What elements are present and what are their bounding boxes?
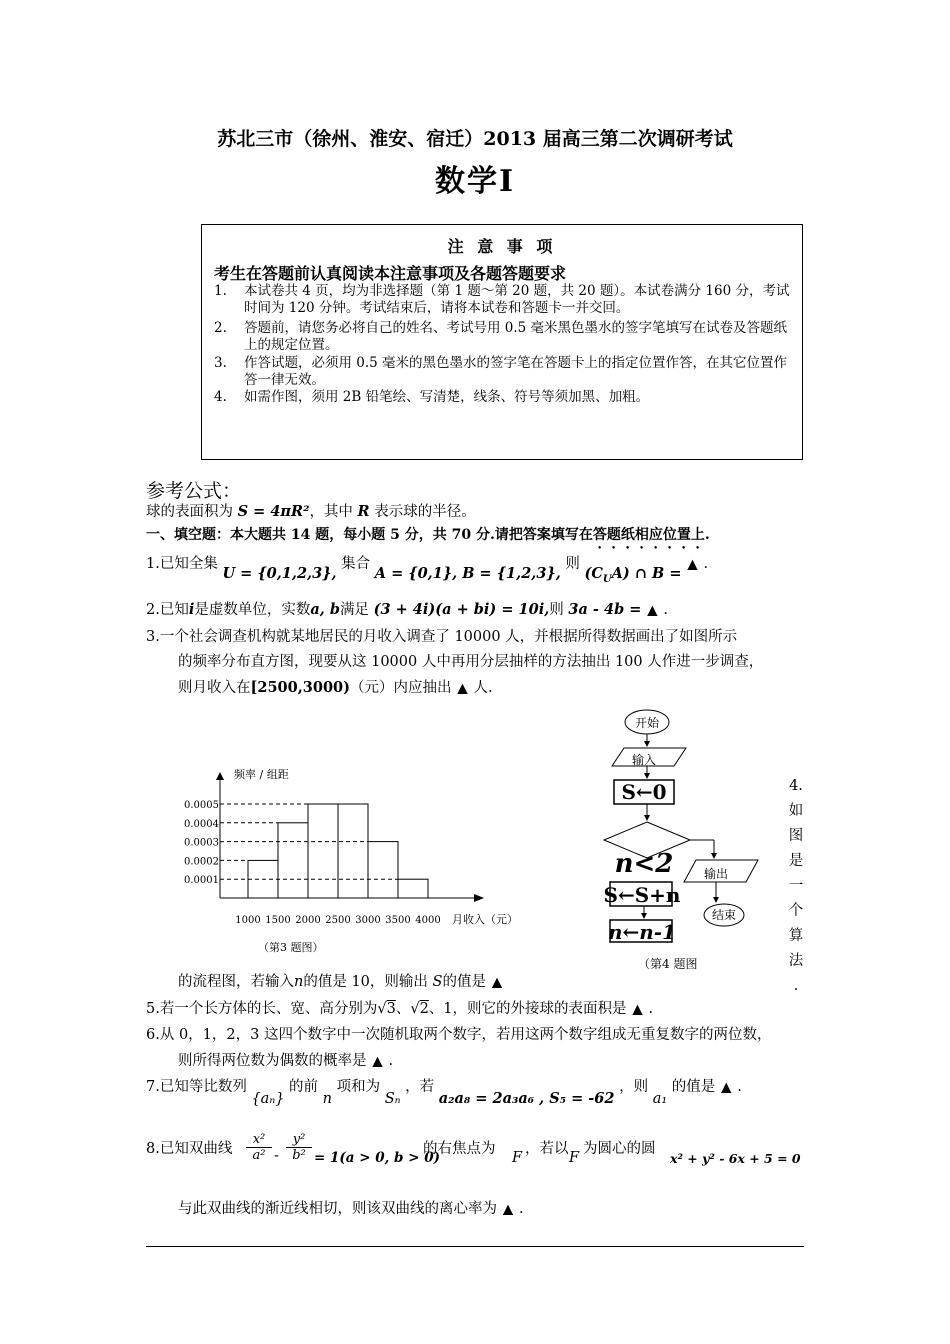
formula-var: R [357,503,370,520]
formula-text: ，其中 [309,504,353,520]
q7-end: . [737,1079,742,1095]
histogram [178,762,538,962]
q8-minus: - [274,1148,279,1164]
question-3-line: 的频率分布直方图，现要从这 10000 人中再用分层抽样的方法抽出 100 人作进一步调查， [178,654,764,670]
q1-sets: A = {0,1}, B = {1,2,3}, [374,565,561,582]
q5-end: . [648,1001,654,1017]
histogram-xtick: 4000 [415,915,441,926]
answer-mark: ▲ [632,1002,643,1017]
answer-mark: ▲ [491,975,502,990]
section-label: 一、填空题：本大题共 14 题，每小题 5 分，共 70 分.请把答案填写在 [146,527,593,543]
q2-text: 满足 [340,602,369,618]
histogram-xtick: 2500 [325,915,351,926]
q1-universal-set: U = {0,1,2,3}, [222,565,337,582]
q4-text: 的值是 [442,974,486,990]
q2-i: i [188,601,195,618]
q2-text: 2.已知 [146,602,189,618]
q1-text: 1.已知全集 [146,556,218,572]
formula-text: 表示球的半径。 [374,504,476,520]
notice-item-number: 3. [214,355,227,371]
q7-text: 的前 [289,1079,319,1095]
q7-text: ，则 [619,1079,649,1095]
q8-F2: F [569,1150,580,1166]
q8-end: . [519,1201,524,1217]
q1-complement-sub: U [602,573,612,585]
answer-mark: ▲ [457,681,468,696]
q8-text-b: 的右焦点为 [423,1141,496,1157]
notice-heading: 注 意 事 项 [447,237,557,256]
q7-a1: a₁ [652,1091,668,1107]
y-axis-arrow [216,772,224,780]
q2-equation: (3 + 4i)(a + bi) = 10i, [373,601,550,618]
q4-side-char: 一 [788,878,804,894]
q3-text: （元）内应抽出 [349,680,452,696]
answer-mark: ▲ [503,1202,513,1217]
q1-text: 集合 [341,556,371,572]
q7-text: 7.已知等比数列 [146,1079,247,1095]
q7-text: 的值是 [671,1079,716,1095]
q8-text-d: 为圆心的圆 [583,1141,656,1157]
q8-condition: = 1(a > 0, b > 0) [314,1150,440,1166]
q4-side-char: 4. [789,778,803,794]
exam-title: 苏北三市（徐州、淮安、宿迁）2013 届高三第二次调研考试 [217,128,733,150]
q8-fraction-y [286,1132,312,1163]
q8-text-c: ，若以 [525,1141,569,1157]
q4-text: 的值是 10，则输出 [303,974,428,990]
answer-mark: ▲ [721,1080,732,1095]
flow-start-label: 开始 [634,716,660,730]
answer-mark: ▲ [647,603,658,618]
question-3-line: 3.一个社会调查机构就某地居民的月收入调查了 10000 人，并根据所得数据画出了如图所示 [146,629,738,645]
q7-sn: Sₙ [384,1091,401,1107]
q3-text: 人. [473,680,493,696]
q8-F: F [512,1150,523,1166]
question-6-line: 6.从 0，1，2，3 这四个数字中一次随机取两个数字，若用这两个数字组成无重复数字的两位数， [146,1027,772,1043]
q7-text: ，若 [405,1079,435,1095]
histogram-ytick: 0.0002 [184,856,219,868]
q7-n: n [322,1091,332,1107]
notice-item-text: 作答试题，必须用 0.5 毫米的黑色墨水的签字笔在答题卡上的指定位置作答，在其它位置作答一律无效。 [244,355,788,388]
histogram-bar [368,842,398,898]
histogram-xtick: 1000 [235,915,261,926]
question-1 [146,552,709,585]
q1-complement: (C [584,565,603,582]
q4-side-char: 算 [788,928,804,944]
q4-side-char: . [793,978,799,994]
q5-text: 、1，则它的外接球的表面积是 [428,1001,627,1017]
question-5: 5.若一个长方体的长、宽、高分别为√3、√2、1，则它的外接球的表面积是 ▲ . [146,1001,654,1017]
histogram-ytick: 0.0001 [184,875,219,887]
q4-side-char: 法 [788,953,804,969]
q2-text: 是虚数单位，实数 [194,602,311,618]
q5-root3: 3 [386,1001,396,1017]
notice-item-text: 如需作图，须用 2B 铅笔绘、写清楚，线条、符号等须加黑、加粗。 [244,389,650,405]
q4-n: n [294,974,304,990]
q7-text: 项和为 [336,1079,381,1095]
histogram-xtick: 3500 [385,915,411,926]
histogram-ytick: 0.0004 [184,818,219,830]
q7-sequence: {aₙ} [251,1091,285,1107]
q2-ab: a, b [310,601,340,618]
histogram-xtick: 2000 [295,915,321,926]
q6-text: 则所得两位数为偶数的概率是 [178,1053,367,1069]
q8-y2: y² [286,1132,312,1148]
histogram-xtick: 3000 [355,915,381,926]
section-emphasis: 答题纸相应位置上 [592,527,705,543]
histogram-ytick: 0.0005 [184,800,219,811]
q1-text: 则 [565,556,580,572]
question-2 [146,598,668,619]
answer-mark: ▲ [687,557,698,572]
formula-heading: 参考公式： [146,480,242,502]
q8-a2: a² [252,1148,266,1163]
q3-text: 则月收入在 [178,680,251,696]
q2-text: 则 [549,602,564,618]
q4-side-char: 图 [788,828,804,844]
q4-vertical-text [786,774,806,999]
q6-end: . [388,1053,394,1069]
histogram-caption: （第3 题图） [258,941,324,954]
histogram-bar [338,804,368,898]
question-7 [146,1075,742,1109]
footer-rule [146,1246,804,1247]
question-8-line2 [178,1197,524,1218]
histogram-xtick: 1500 [265,915,291,926]
histogram-ylabel: 频率 / 组距 [234,768,289,781]
q4-side-char: 个 [788,903,804,919]
flow-input-label: 输入 [631,753,657,767]
histogram-bar [308,804,338,898]
flow-body2-label: n←n-1 [607,920,677,944]
notice-item-number: 2. [214,320,227,336]
q2-end: . [663,602,669,618]
q5-text: 5.若一个长方体的长、宽、高分别为 [146,1001,378,1017]
question-4-line [178,970,508,991]
flowchart-caption: （第4 题图 [638,957,698,971]
question-8-text: 8.已知双曲线 [146,1141,233,1157]
q1-end: . [703,556,709,572]
section-heading [146,524,710,552]
q8-text: 与此双曲线的渐近线相切，则该双曲线的离心率为 [178,1201,497,1217]
flow-body1-label: S←S+n [603,883,681,907]
q8-circle: x² + y² - 6x + 5 = 0 [670,1151,801,1166]
q8-x2: x² [246,1132,272,1148]
q7-condition: a₂a₈ = 2a₃a₆ , S₅ = -62 [438,1090,615,1107]
q1-expression: A) ∩ B = [611,565,682,582]
formula-expr: S = 4πR² [237,503,310,520]
answer-mark: ▲ [372,1054,383,1069]
formula-line [146,500,476,521]
q2-expression: 3a - 4b = [568,601,642,618]
q4-side-char: 如 [788,803,804,819]
flow-decision-label: n<2 [614,849,674,879]
flow-init-label: S←0 [621,780,667,804]
q4-s: S [432,974,443,990]
notice-item-text: 答题前，请您务必将自己的姓名、考试号用 0.5 毫米黑色墨水的签字笔填写在试卷及答题纸上的规定位置。 [244,320,788,353]
notice-item-text: 本试卷共 4 页，均为非选择题（第 1 题～第 20 题，共 20 题）。本试卷满分 160 分，考试时间为 120 分钟。考试结束后，请将本试卷和答题卡一并交回。 [244,283,790,316]
question-3-line [178,676,493,697]
q4-side-char: 是 [788,853,804,869]
flow-output-label: 输出 [703,867,729,881]
subject-title: 数学Ⅰ [434,164,516,199]
q8-b2: b² [292,1148,306,1163]
question-6-line [178,1049,393,1070]
notice-subheading: 考生在答题前认真阅读本注意事项及各题答题要求 [214,264,567,283]
histogram-bar [398,879,428,898]
formula-text: 球的表面积为 [146,504,233,520]
q4-text: 的流程图，若输入 [178,974,294,990]
histogram-xlabel: 月收入（元） [452,913,518,926]
notice-item-number: 4. [214,389,227,405]
q3-interval: [2500,3000) [250,679,350,696]
notice-box [201,224,803,460]
q5-sep: 、 [395,1001,411,1017]
notice-item-number: 1. [214,283,227,299]
x-axis-arrow [474,894,484,902]
flow-end-label: 结束 [711,908,737,922]
q5-root2: 2 [419,1001,429,1017]
flowchart [596,706,772,974]
histogram-bar [278,823,308,898]
q8-fraction-x [246,1132,272,1163]
section-end: . [704,527,710,543]
histogram-ytick: 0.0003 [184,837,219,849]
